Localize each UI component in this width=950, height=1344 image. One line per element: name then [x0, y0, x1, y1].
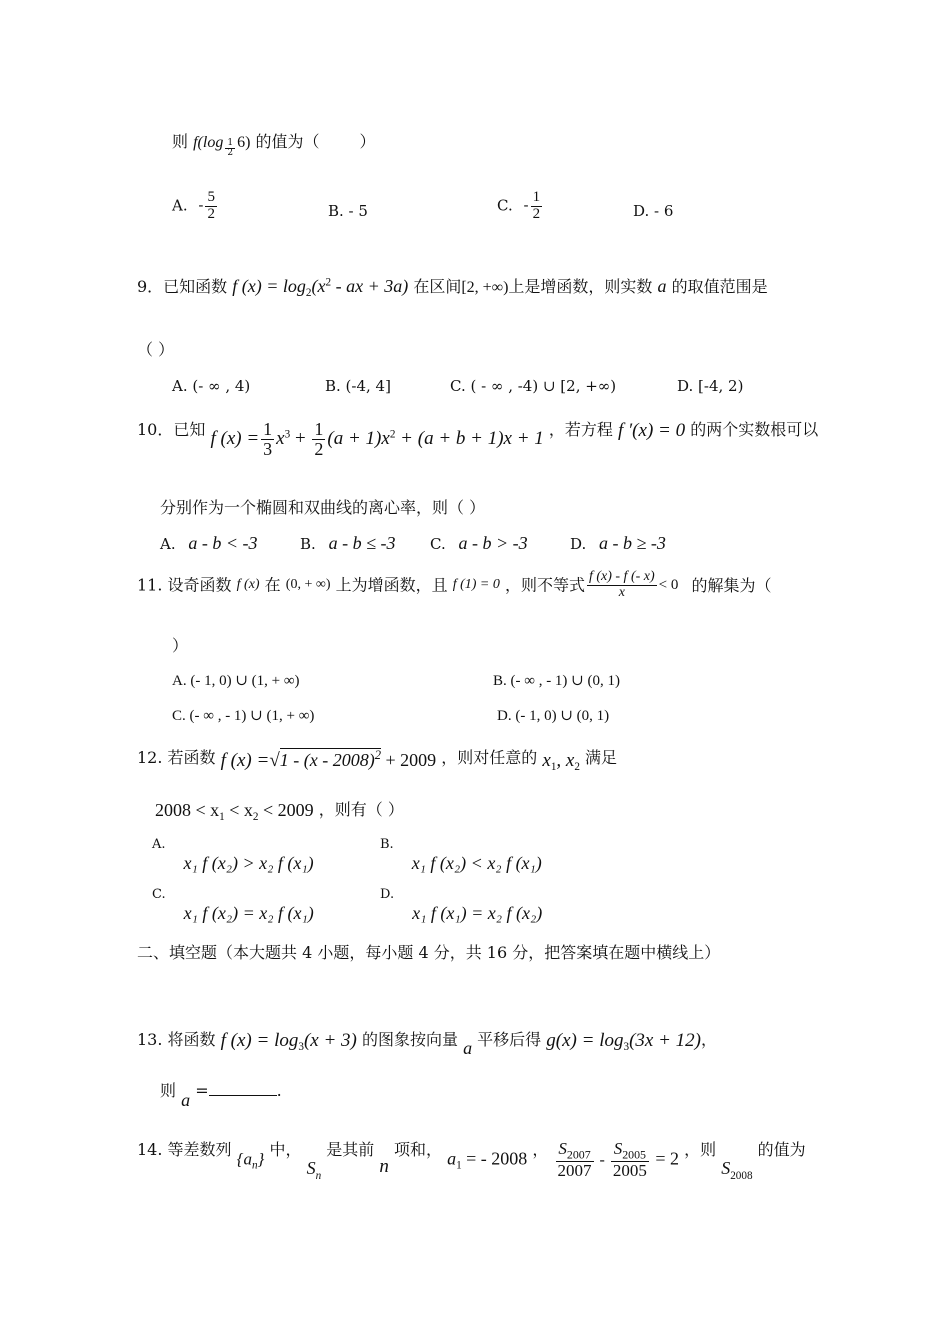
q13-answer-blank[interactable] — [209, 1081, 277, 1096]
q10-line2: 分别作为一个椭圆和双曲线的离心率，则（ ） — [160, 498, 486, 517]
q11-option-d: D. (- 1, 0) ∪ (0, 1) — [497, 708, 610, 724]
q12-option-c: C.x₁ f (x₂) = x₂ f (x₁) — [152, 887, 314, 923]
q9-option-a: A. (- ∞ , 4) — [172, 377, 251, 395]
q13-answer-line: 则 a = . — [160, 1081, 282, 1110]
q9-option-c: C. ( - ∞ , -4) ∪ [2, +∞) — [450, 377, 617, 395]
q8-option-b: B. - 5 — [328, 202, 368, 220]
q12-option-a: A.x₁ f (x₂) > x₂ f (x₁) — [152, 837, 314, 873]
q8-option-c: C. - $\frac{1}{2}$ — [497, 189, 541, 222]
q13-stem: 13. 将函数 f $(x) = \log_3(x + 3)$ 的图象按向量 a 平移后得 $g(x) = \log_3(3x + 12)$， — [137, 1030, 717, 1058]
q11-option-a: A. (- 1, 0) ∪ (1, + ∞) — [172, 673, 300, 689]
q11-option-b: B. (- ∞ , - 1) ∪ (0, 1) — [493, 673, 620, 689]
q10-stem: 10．已知 f (x) = $\frac{1}{3}$ $x^3$ + $\frac{1}{2}$ $(a + 1)x^2 + (a + b + 1)x + 1$ ，若方程 f ′(x) = 0 的两个实数根可以 — [137, 419, 819, 459]
q8-option-d: D. - 6 — [633, 202, 674, 220]
q8-log-base: $\frac{1}{2}$ — [227, 137, 234, 158]
q10-option-b: B. a - b ≤ -3 — [300, 533, 396, 553]
section-heading: 二、填空题（本大题共 4 小题，每小题 4 分，共 16 分，把答案填在题中横线上） — [137, 943, 721, 962]
q12-sqrt: 1 - (x - 2008)$^2$ — [279, 748, 382, 770]
q9-paren: （ ） — [137, 340, 175, 359]
q14-stem: 14. 等差数列 $\{a_n\}$ 中， $S_n$ 是其前 n 项和， $a_1$ = - 2008 ， $\frac{S_{2007}}{2007}$ - $\frac{S_{2005}}{2005}$ = 2 ，则 $S_{2008}$ 的值为 — [137, 1139, 806, 1182]
q11-close: ） — [172, 636, 189, 655]
q8-option-a: A. - $\frac{5}{2}$ — [172, 189, 215, 222]
q9-stem: 9．已知函数 f $(x) = \log_2(x^2$ - ax + 3a) 在区间[2, +∞)上是增函数，则实数 a 的取值范围是 — [137, 276, 768, 300]
q12-condition: $2008 < x_1 < x_2 < 2009$ ，则有（ ） — [155, 800, 404, 824]
q10-option-d: D. a - b ≥ -3 — [570, 533, 666, 553]
q9-option-d: D. [-4, 2) — [677, 377, 744, 395]
q8-stem: 则 f(log $\frac{1}{2}$ 6) 的值为（ ） — [172, 132, 376, 158]
q9-option-b: B. (-4, 4] — [325, 377, 391, 395]
q10-option-c: C. a - b > -3 — [430, 533, 528, 553]
q11-option-c: C. (- ∞ , - 1) ∪ (1, + ∞) — [172, 708, 315, 724]
q12-option-b: B.x₁ f (x₂) < x₂ f (x₁) — [380, 837, 542, 873]
q12-stem: 12. 若函数 f (x) =√1 - (x - 2008)$^2$ + 2009 ，则对任意的 $x_1$, $x_2$ 满足 — [137, 748, 618, 774]
q10-option-a: A. a - b < -3 — [160, 533, 258, 553]
q11-stem: 11. 设奇函数 f (x) 在 (0, + ∞) 上为增函数，且 f (1) = 0 ，则不等式 $\frac{f (x) - f (- x)}{x}$ < 0 的解集为（ — [137, 569, 772, 600]
q12-option-d: D.x₁ f (x₁) = x₂ f (x₂) — [380, 887, 543, 923]
